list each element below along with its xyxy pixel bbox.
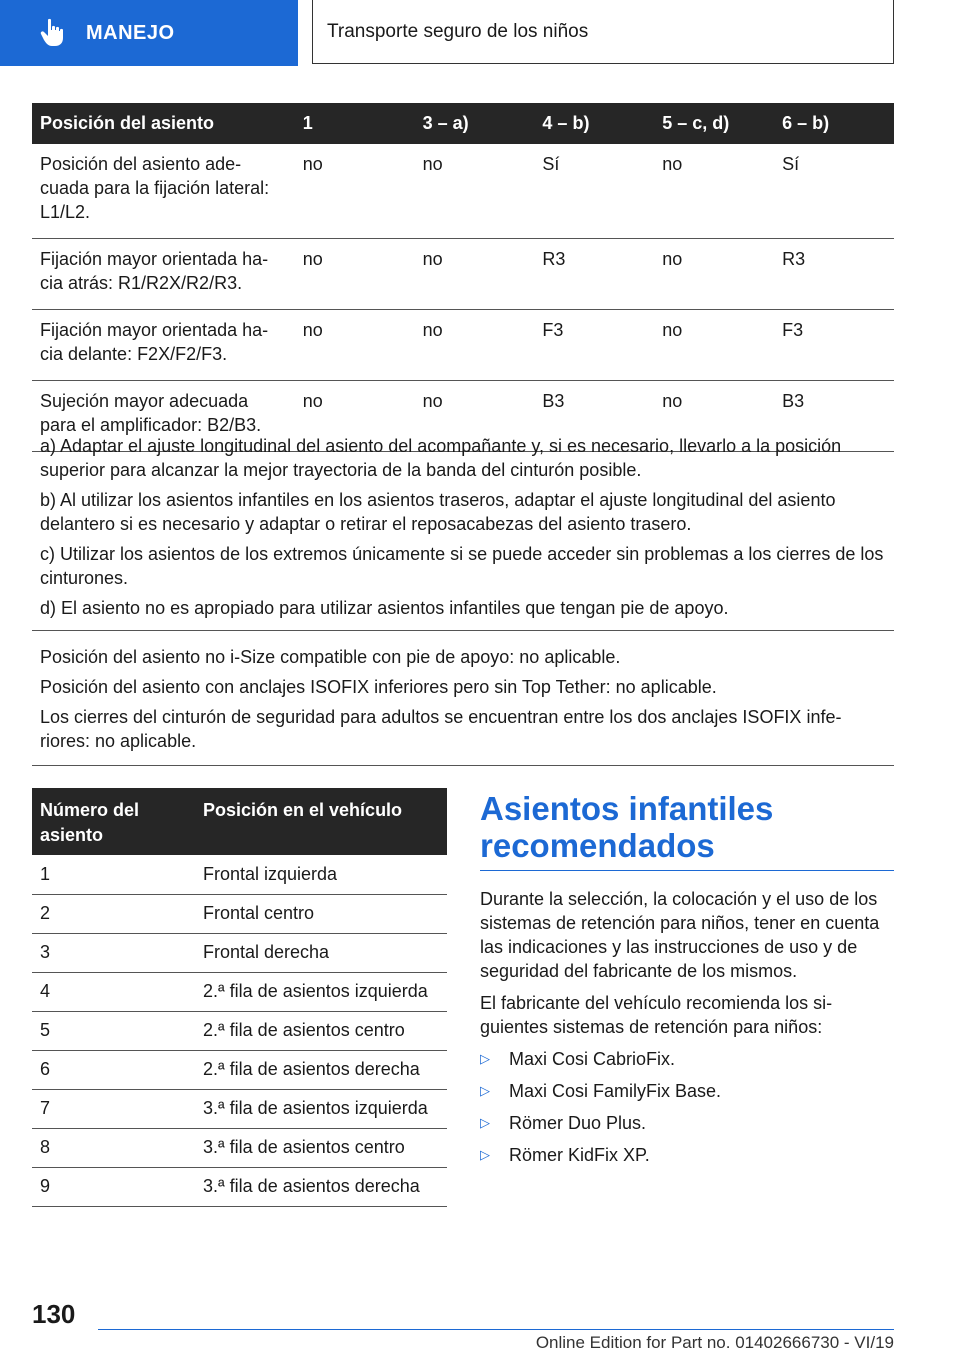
footer-divider (98, 1329, 894, 1330)
list-item-text: Römer Duo Plus. (509, 1113, 647, 1133)
table-row (32, 1050, 447, 1089)
column-header: 4 – b) (534, 103, 654, 144)
section-heading: Asientos infantiles recomendados (480, 790, 894, 871)
footnote: c) Utilizar los asientos de los extremos únicamente si se puede acceder sin problemas a los cierres de los cinturones. (40, 544, 884, 588)
table-row (32, 310, 894, 381)
footnotes (32, 434, 894, 631)
remark: Posición del asiento no i-Size compatible con pie de apoyo: no aplicable. (40, 647, 621, 667)
table-row (32, 1011, 447, 1050)
triangle-right-icon: ▷ (480, 1147, 490, 1162)
table-cell: Fijación mayor orientada ha-cia delante: F2X/F2/F3. (32, 310, 295, 381)
table-cell: no (295, 381, 415, 452)
table-cell: no (415, 381, 535, 452)
table-cell: no (295, 144, 415, 239)
seat-position: 2.ª fila de asientos derecha (195, 1050, 447, 1089)
table-row (32, 239, 894, 310)
table-row (32, 1128, 447, 1167)
intro-paragraph: Durante la selección, la colocación y el uso de los sistemas de retención para niños, tener en cuenta las indicaciones y las instrucciones de uso y de seguridad del fabricante de los mismos. (480, 889, 880, 981)
table-cell: Sí (774, 144, 894, 239)
table-cell: no (295, 239, 415, 310)
seat-number: 4 (32, 972, 195, 1011)
column-header: 3 – a) (415, 103, 535, 144)
lead-paragraph: El fabricante del vehículo recomienda los si-guientes sistemas de retención para niños: (480, 993, 833, 1037)
seat-number: 9 (32, 1167, 195, 1206)
column-header: 1 (295, 103, 415, 144)
triangle-right-icon: ▷ (480, 1083, 490, 1098)
recommended-list (480, 1047, 894, 1167)
table-row (32, 972, 447, 1011)
footnote: a) Adaptar el ajuste longitudinal del asiento del acompañante y, si es necesario, llevarlo a la posición superior para alcanzar la mejor trayectoria de la banda del cinturón posible. (40, 436, 842, 480)
table-cell: F3 (774, 310, 894, 381)
seat-number-table (32, 788, 447, 1207)
footnote: d) El asiento no es apropiado para utilizar asientos infantiles que tengan pie de apoyo. (40, 598, 729, 618)
seat-position: 3.ª fila de asientos derecha (195, 1167, 447, 1206)
seat-position: 2.ª fila de asientos centro (195, 1011, 447, 1050)
table-header-row (32, 788, 447, 855)
seat-number: 6 (32, 1050, 195, 1089)
seat-position: Frontal derecha (195, 933, 447, 972)
table-cell: no (415, 239, 535, 310)
list-item (480, 1047, 894, 1071)
edition-note: Online Edition for Part no. 01402666730 - VI/19 (535, 1333, 894, 1352)
section-label: MANEJO (86, 21, 175, 44)
table-cell: R3 (774, 239, 894, 310)
seat-position: 2.ª fila de asientos izquierda (195, 972, 447, 1011)
list-item-text: Römer KidFix XP. (509, 1145, 650, 1165)
table-cell: no (654, 381, 774, 452)
table-cell: Sí (534, 144, 654, 239)
seat-number: 2 (32, 894, 195, 933)
footnote: b) Al utilizar los asientos infantiles en los asientos traseros, adaptar el ajuste longitudinal del asiento delantero si es necesario y adaptar o retirar el reposacabezas del asiento trasero. (40, 490, 836, 534)
table-cell: no (654, 310, 774, 381)
column-header: Posición en el vehículo (195, 788, 447, 855)
seat-compatibility-table (32, 103, 894, 452)
triangle-right-icon: ▷ (480, 1051, 490, 1066)
table-row (32, 1089, 447, 1128)
column-header: 5 – c, d) (654, 103, 774, 144)
recommended-seats-section (480, 790, 894, 1175)
list-item (480, 1143, 894, 1167)
remark: Posición del asiento con anclajes ISOFIX inferiores pero sin Top Tether: no aplicable. (40, 677, 717, 697)
seat-number: 8 (32, 1128, 195, 1167)
page-number: 130 (32, 1299, 76, 1329)
seat-number: 3 (32, 933, 195, 972)
seat-position: 3.ª fila de asientos izquierda (195, 1089, 447, 1128)
list-item-text: Maxi Cosi FamilyFix Base. (509, 1081, 722, 1101)
section-tab[interactable] (0, 0, 298, 66)
table-cell: B3 (774, 381, 894, 452)
seat-position: Frontal izquierda (195, 855, 447, 894)
column-header: Número del asiento (32, 788, 195, 855)
table-cell: no (295, 310, 415, 381)
table-header-row (32, 103, 894, 144)
seat-position: Frontal centro (195, 894, 447, 933)
chapter-title-box (312, 0, 894, 64)
list-item-text: Maxi Cosi CabrioFix. (509, 1049, 676, 1069)
table-row (32, 855, 447, 894)
column-header: 6 – b) (774, 103, 894, 144)
column-header: Posición del asiento (32, 103, 295, 144)
table-cell: F3 (534, 310, 654, 381)
remark: Los cierres del cinturón de seguridad para adultos se encuentran entre los dos anclajes ISOFIX infe-riores: no aplicable. (40, 707, 842, 751)
hand-pointer-icon (40, 18, 66, 48)
table-cell: no (654, 144, 774, 239)
triangle-right-icon: ▷ (480, 1115, 490, 1130)
seat-number: 1 (32, 855, 195, 894)
table-cell: Fijación mayor orientada ha-cia atrás: R1/R2X/R2/R3. (32, 239, 295, 310)
table-cell: no (415, 144, 535, 239)
table-cell: Posición del asiento ade-cuada para la fijación lateral: L1/L2. (32, 144, 295, 239)
seat-position: 3.ª fila de asientos centro (195, 1128, 447, 1167)
remarks (32, 645, 894, 766)
table-row (32, 144, 894, 239)
table-cell: B3 (534, 381, 654, 452)
table-row (32, 933, 447, 972)
list-item (480, 1111, 894, 1135)
table-cell: no (415, 310, 535, 381)
seat-number: 7 (32, 1089, 195, 1128)
list-item (480, 1079, 894, 1103)
table-cell: no (654, 239, 774, 310)
chapter-title: Transporte seguro de los niños (327, 20, 589, 42)
table-cell: Sujeción mayor adecuada para el amplificador: B2/B3. (32, 381, 295, 452)
table-row (32, 894, 447, 933)
seat-number: 5 (32, 1011, 195, 1050)
table-cell: R3 (534, 239, 654, 310)
table-row (32, 1167, 447, 1206)
